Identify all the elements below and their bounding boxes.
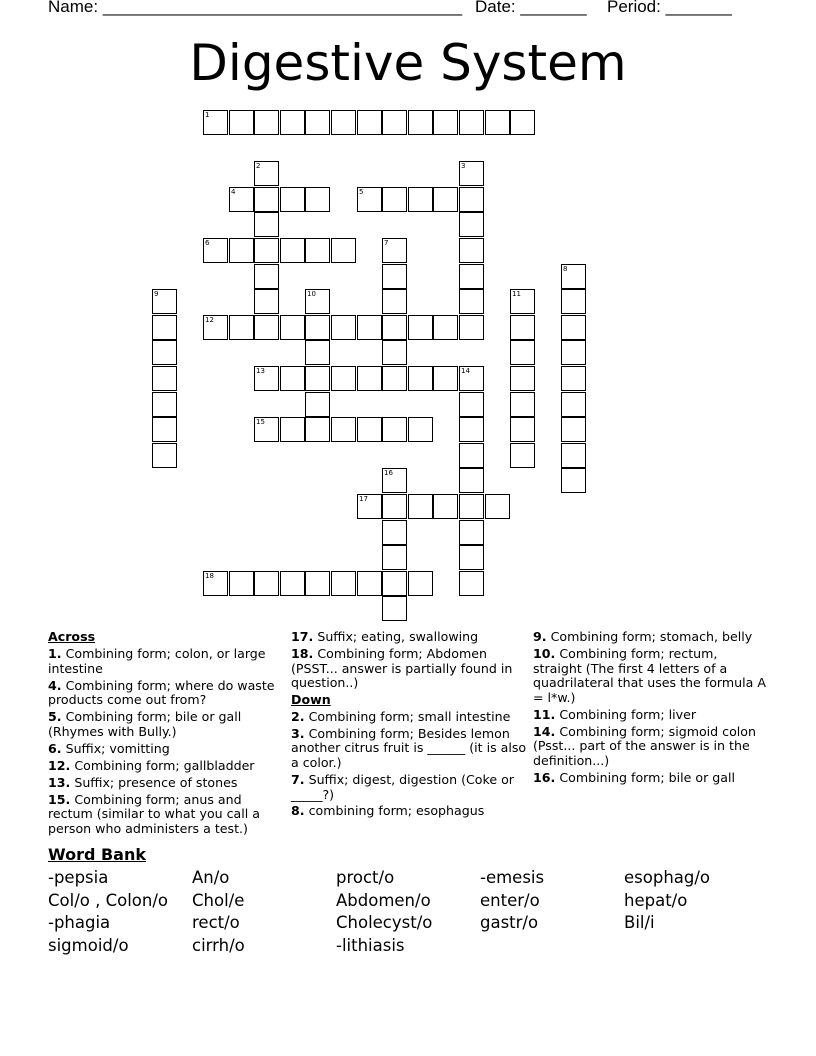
crossword-cell[interactable] [510, 366, 535, 391]
crossword-cell[interactable] [459, 392, 484, 417]
crossword-cell[interactable] [357, 315, 382, 340]
crossword-cell[interactable] [561, 315, 586, 340]
crossword-cell[interactable] [510, 392, 535, 417]
word-bank-item: -lithiasis [336, 936, 405, 955]
crossword-cell[interactable] [561, 443, 586, 468]
word-bank-item: Abdomen/o [336, 891, 431, 910]
crossword-cell[interactable] [254, 161, 279, 186]
clue-item-number: 16. [533, 769, 556, 785]
crossword-cell[interactable] [382, 596, 407, 621]
clue-item-number: 13. [48, 774, 71, 790]
crossword-cell[interactable] [510, 340, 535, 365]
word-bank-item: Col/o , Colon/o [48, 891, 168, 910]
clue-item-number: 6. [48, 740, 62, 756]
clue-item-number: 12. [48, 757, 71, 773]
clue-item-number: 5. [48, 709, 62, 725]
clue-number: 3 [461, 162, 466, 170]
crossword-cell[interactable] [305, 110, 330, 135]
crossword-cell[interactable] [485, 110, 510, 135]
crossword-cell[interactable] [305, 571, 330, 596]
clue-item [533, 771, 769, 786]
date-line: _______ [520, 0, 587, 16]
crossword-cell[interactable] [459, 187, 484, 212]
clue-item [533, 725, 769, 769]
crossword-cell[interactable] [433, 315, 458, 340]
clue-number: 1 [205, 111, 210, 119]
crossword-cell[interactable] [357, 417, 382, 442]
crossword-cell[interactable] [459, 289, 484, 314]
crossword-cell[interactable] [459, 520, 484, 545]
clue-number: 2 [256, 162, 261, 170]
clue-number: 5 [359, 188, 364, 196]
crossword-cell[interactable] [331, 110, 356, 135]
word-bank-item: rect/o [192, 913, 240, 932]
crossword-cell[interactable] [485, 494, 510, 519]
clue-item-number: 18. [291, 645, 314, 661]
clue-item-number: 10. [533, 645, 556, 661]
crossword-cell[interactable] [305, 289, 330, 314]
crossword-cell[interactable] [561, 366, 586, 391]
crossword-cell[interactable] [203, 238, 228, 263]
clue-item [48, 793, 284, 837]
crossword-cell[interactable] [459, 212, 484, 237]
clue-item-number: 3. [291, 725, 305, 741]
word-bank-item: Bil/i [624, 913, 655, 932]
clue-item [291, 727, 527, 771]
clue-item [533, 647, 769, 705]
clue-item-text: combining form; esophagus [308, 803, 485, 819]
crossword-cell[interactable] [459, 366, 484, 391]
clue-item-text: Combining form; Abdomen (PSST... answer is partially found in question..) [291, 645, 513, 691]
clue-number: 18 [205, 572, 214, 580]
crossword-cell[interactable] [382, 571, 407, 596]
crossword-cell[interactable] [305, 392, 330, 417]
clue-item-number: 15. [48, 791, 71, 807]
crossword-cell[interactable] [331, 571, 356, 596]
crossword-cell[interactable] [357, 494, 382, 519]
crossword-cell[interactable] [280, 366, 305, 391]
crossword-cell[interactable] [510, 443, 535, 468]
clue-item [291, 630, 527, 645]
crossword-cell[interactable] [357, 187, 382, 212]
crossword-cell[interactable] [382, 315, 407, 340]
crossword-cell[interactable] [382, 187, 407, 212]
word-bank-item: sigmoid/o [48, 936, 129, 955]
word-bank-item: cirrh/o [192, 936, 245, 955]
word-bank-title: Word Bank [48, 845, 147, 864]
word-bank-item: hepat/o [624, 891, 688, 910]
crossword-cell[interactable] [561, 417, 586, 442]
crossword-cell[interactable] [254, 417, 279, 442]
crossword-cell[interactable] [408, 494, 433, 519]
crossword-cell[interactable] [510, 110, 535, 135]
clue-item-number: 17. [291, 629, 314, 644]
crossword-cell[interactable] [382, 468, 407, 493]
clue-number: 11 [512, 290, 521, 298]
crossword-cell[interactable] [408, 315, 433, 340]
word-bank-item: Chol/e [192, 891, 245, 910]
crossword-cell[interactable] [254, 212, 279, 237]
crossword-cell[interactable] [254, 187, 279, 212]
crossword-cell[interactable] [382, 520, 407, 545]
crossword-cell[interactable] [459, 417, 484, 442]
crossword-cell[interactable] [357, 571, 382, 596]
period-label: Period: [607, 0, 661, 16]
crossword-cell[interactable] [331, 315, 356, 340]
clue-item [291, 647, 527, 691]
crossword-cell[interactable] [254, 238, 279, 263]
crossword-cell[interactable] [561, 392, 586, 417]
crossword-cell[interactable] [510, 315, 535, 340]
crossword-cell[interactable] [305, 187, 330, 212]
crossword-cell[interactable] [433, 366, 458, 391]
crossword-cell[interactable] [331, 366, 356, 391]
crossword-cell[interactable] [203, 315, 228, 340]
clue-item-number: 7. [291, 771, 305, 787]
crossword-cell[interactable] [382, 264, 407, 289]
clue-number: 15 [256, 418, 265, 426]
clue-item-number: 11. [533, 706, 556, 722]
name-line: ______________________________________ [102, 0, 463, 16]
crossword-cell[interactable] [229, 187, 254, 212]
word-bank-item: An/o [192, 868, 230, 887]
crossword-cell[interactable] [459, 443, 484, 468]
crossword-cell[interactable] [254, 264, 279, 289]
period-line: _______ [665, 0, 732, 16]
crossword-cell[interactable] [382, 289, 407, 314]
crossword-cell[interactable] [152, 366, 177, 391]
crossword-cell[interactable] [433, 187, 458, 212]
crossword-cell[interactable] [203, 110, 228, 135]
crossword-cell[interactable] [382, 494, 407, 519]
word-bank-item: enter/o [480, 891, 540, 910]
word-bank-item: esophag/o [624, 868, 711, 887]
clue-item [291, 710, 527, 725]
crossword-cell[interactable] [408, 366, 433, 391]
clue-number: 6 [205, 239, 210, 247]
down-heading: Down [291, 691, 331, 707]
crossword-cell[interactable] [152, 315, 177, 340]
clue-item-number: 2. [291, 708, 305, 724]
clue-number: 8 [563, 265, 568, 273]
clue-item-number: 1. [48, 645, 62, 661]
clue-item [48, 647, 284, 676]
word-bank-item: Cholecyst/o [336, 913, 433, 932]
clue-item-text: Suffix; digest, digestion (Coke or _____?) [291, 771, 514, 802]
clue-item-text: Combining form; Besides lemon another citrus fruit is ______ (it is also a color.) [291, 725, 527, 770]
crossword-cell[interactable] [331, 417, 356, 442]
crossword-cell[interactable] [510, 289, 535, 314]
crossword-cell[interactable] [152, 289, 177, 314]
crossword-cell[interactable] [305, 366, 330, 391]
clues-column-1 [48, 628, 284, 836]
clue-item-text: Combining form; gallbladder [74, 757, 255, 773]
crossword-cell[interactable] [408, 417, 433, 442]
clue-item-number: 4. [48, 677, 62, 693]
crossword-cell[interactable] [459, 110, 484, 135]
clue-item [48, 759, 284, 774]
crossword-cell[interactable] [357, 366, 382, 391]
clue-item-text: Combining form; bile or gall [559, 769, 735, 785]
clue-item-number: 14. [533, 723, 556, 739]
clue-number: 17 [359, 495, 368, 503]
crossword-cell[interactable] [459, 571, 484, 596]
crossword-cell[interactable] [305, 340, 330, 365]
crossword-cell[interactable] [280, 315, 305, 340]
clue-item [48, 776, 284, 791]
crossword-cell[interactable] [408, 571, 433, 596]
crossword-cell[interactable] [305, 315, 330, 340]
crossword-cell[interactable] [382, 545, 407, 570]
crossword-cell[interactable] [229, 110, 254, 135]
crossword-cell[interactable] [459, 494, 484, 519]
crossword-cell[interactable] [357, 110, 382, 135]
date-label: Date: [475, 0, 516, 16]
clue-item [48, 742, 284, 757]
crossword-cell[interactable] [229, 238, 254, 263]
crossword-cell[interactable] [459, 468, 484, 493]
crossword-cell[interactable] [152, 340, 177, 365]
page-title: Digestive System [189, 34, 627, 92]
word-bank-item: -emesis [480, 868, 545, 887]
clue-item-text: Combining form; bile or gall (Rhymes with Bully.) [48, 709, 242, 739]
crossword-cell[interactable] [229, 571, 254, 596]
crossword-cell[interactable] [305, 417, 330, 442]
clue-item [291, 773, 527, 802]
crossword-cell[interactable] [459, 264, 484, 289]
crossword-cell[interactable] [280, 110, 305, 135]
clue-item-number: 8. [291, 803, 305, 819]
crossword-cell[interactable] [459, 161, 484, 186]
word-bank-item: -phagia [48, 913, 111, 932]
crossword-cell[interactable] [254, 110, 279, 135]
crossword-cell[interactable] [382, 340, 407, 365]
crossword-cell[interactable] [433, 494, 458, 519]
clue-item-text: Suffix; eating, swallowing [317, 629, 479, 644]
clue-item [533, 708, 769, 723]
clue-item-text: Suffix; presence of stones [74, 774, 238, 790]
crossword-cell[interactable] [510, 417, 535, 442]
crossword-cell[interactable] [152, 417, 177, 442]
crossword-cell[interactable] [408, 187, 433, 212]
clue-item [48, 710, 284, 739]
crossword-cell[interactable] [280, 187, 305, 212]
word-bank-item: proct/o [336, 868, 395, 887]
crossword-cell[interactable] [382, 417, 407, 442]
clue-item-number: 9. [533, 629, 547, 644]
clues-column-2 [291, 628, 527, 819]
crossword-cell[interactable] [280, 417, 305, 442]
clue-item [533, 630, 769, 645]
clue-number: 13 [256, 367, 265, 375]
crossword-cell[interactable] [382, 238, 407, 263]
clue-item-text: Combining form; rectum, straight (The first 4 letters of a quadrilateral that uses the formula A = l*w.) [533, 645, 766, 705]
crossword-cell[interactable] [561, 264, 586, 289]
crossword-cell[interactable] [254, 366, 279, 391]
crossword-cell[interactable] [280, 571, 305, 596]
clue-item [48, 679, 284, 708]
word-bank-item: gastr/o [480, 913, 539, 932]
crossword-cell[interactable] [459, 238, 484, 263]
crossword-cell[interactable] [331, 238, 356, 263]
crossword-cell[interactable] [382, 110, 407, 135]
clue-item-text: Suffix; vomitting [65, 740, 170, 756]
crossword-cell[interactable] [152, 392, 177, 417]
crossword-cell[interactable] [254, 289, 279, 314]
clue-item-text: Combining form; anus and rectum (similar to what you call a person who administers a test.) [48, 791, 260, 836]
name-label: Name: [48, 0, 99, 16]
word-bank-item: -pepsia [48, 868, 109, 887]
clue-item-text: Combining form; where do waste products come out from? [48, 677, 275, 708]
crossword-cell[interactable] [459, 545, 484, 570]
clue-number: 4 [231, 188, 236, 196]
crossword-cell[interactable] [561, 340, 586, 365]
crossword-cell[interactable] [280, 238, 305, 263]
clue-number: 7 [384, 239, 389, 247]
clues-column-3 [533, 628, 769, 786]
clue-item-text: Combining form; sigmoid colon (Psst... part of the answer is in the definition...) [533, 723, 756, 768]
clue-item-text: Combining form; liver [559, 706, 697, 722]
crossword-cell[interactable] [152, 443, 177, 468]
crossword-cell[interactable] [229, 315, 254, 340]
crossword-cell[interactable] [459, 315, 484, 340]
crossword-cell[interactable] [254, 571, 279, 596]
clue-item [291, 804, 527, 819]
crossword-cell[interactable] [254, 315, 279, 340]
clue-number: 16 [384, 469, 393, 477]
crossword-cell[interactable] [561, 289, 586, 314]
clue-item-text: Combining form; colon, or large intestine [48, 645, 266, 676]
crossword-cell[interactable] [433, 110, 458, 135]
crossword-cell[interactable] [203, 571, 228, 596]
clue-number: 9 [154, 290, 159, 298]
clue-number: 10 [307, 290, 316, 298]
crossword-cell[interactable] [382, 366, 407, 391]
crossword-cell[interactable] [408, 110, 433, 135]
crossword-cell[interactable] [561, 468, 586, 493]
crossword-cell[interactable] [305, 238, 330, 263]
clue-item-text: Combining form; small intestine [308, 708, 511, 724]
across-heading: Across [48, 629, 96, 644]
clue-item-text: Combining form; stomach, belly [550, 629, 753, 644]
clue-number: 12 [205, 316, 214, 324]
clue-number: 14 [461, 367, 470, 375]
